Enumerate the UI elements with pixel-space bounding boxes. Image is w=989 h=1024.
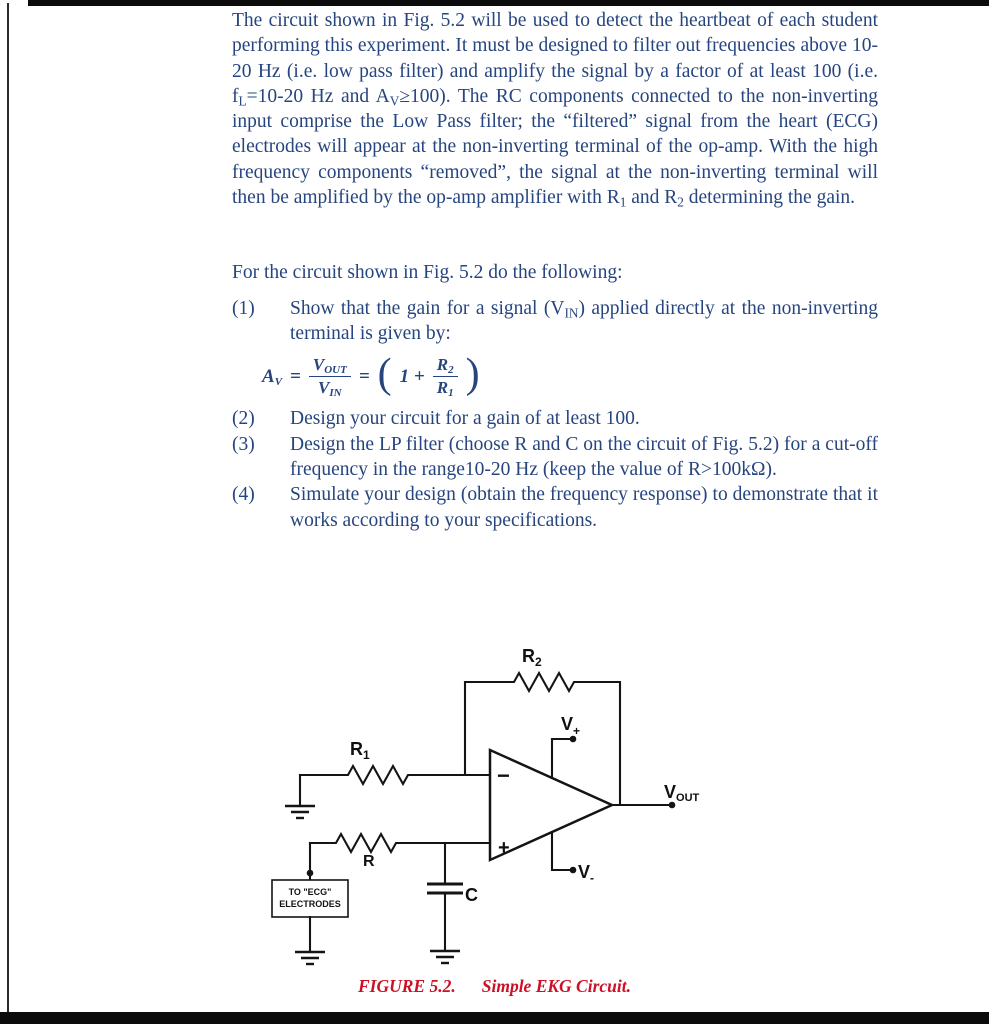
scan-top-edge [28, 0, 989, 6]
item-number: (2) [232, 408, 255, 430]
ground-symbol-left [285, 806, 315, 818]
figure-caption-title: Simple EKG Circuit. [481, 976, 631, 996]
vout-terminal-dot [669, 802, 676, 809]
scan-bottom-edge [0, 1012, 989, 1024]
item-number: (1) [232, 297, 255, 319]
ecg-box-label-line2: ELECTRODES [279, 899, 341, 909]
c-label: C [465, 885, 478, 905]
left-paren: ( [377, 351, 392, 398]
resistor-r-wire [310, 834, 490, 852]
one-plus-term: 1 + [399, 365, 425, 387]
v-minus-label: $V_-$ [578, 862, 595, 885]
formula-lhs: $A_V$ [262, 365, 283, 388]
ecg-box-label-line1: TO "ECG" [288, 887, 332, 897]
circuit-schematic [260, 635, 900, 975]
gain-formula [262, 351, 878, 399]
junction-dot [307, 870, 314, 877]
v-plus-wire [552, 739, 573, 778]
ground-symbol-electrodes [295, 952, 325, 964]
r2-label: $R_2$ [522, 646, 542, 669]
task-prompt: For the circuit shown in Fig. 5.2 do the following: [232, 262, 623, 284]
figure-caption [0, 976, 989, 997]
item-number: (4) [232, 484, 255, 506]
list-item-2 [232, 406, 878, 431]
ekg-circuit-figure [260, 635, 900, 975]
fraction-numerator: $R_2$ [433, 355, 458, 377]
item-number: (3) [232, 433, 255, 455]
inverting-input-minus-sign: − [497, 763, 510, 788]
figure-caption-number: FIGURE 5.2. [358, 976, 456, 996]
item-text: Show that the gain for a signal $(V_{IN})$ applied directly at the non-inverting terminal is given by: [290, 297, 878, 344]
scan-left-edge [7, 3, 9, 1013]
item-text: Simulate your design (obtain the frequency response) to demonstrate that it works according to your specifications. [290, 484, 878, 531]
document-text-column [232, 8, 878, 533]
resistor-r1-wire [300, 766, 490, 784]
r2-r1-fraction [433, 355, 458, 397]
right-paren: ) [465, 351, 480, 398]
non-inverting-input-plus-sign: + [498, 837, 510, 859]
r-label: R [363, 853, 375, 870]
r1-label: $R_1$ [350, 739, 370, 762]
vout-label: VOUT [664, 782, 700, 804]
fraction-denominator: $V_{IN}$ [318, 377, 342, 399]
list-item-3 [232, 432, 878, 483]
equals-sign: = [358, 365, 370, 387]
item-text: Design your circuit for a gain of at least 100. [290, 408, 640, 430]
fraction-denominator: $R_1$ [436, 377, 454, 399]
ground-symbol-capacitor [430, 951, 460, 963]
fraction-numerator: $V_{OUT}$ [309, 355, 351, 377]
v-plus-label: $V_+$ [561, 714, 581, 738]
v-minus-wire [552, 832, 573, 870]
equals-sign: = [290, 365, 301, 387]
intro-paragraph: The circuit shown in Fig. 5.2 will be used to detect the heartbeat of each student performing this experiment. It must be designed to filter out frequencies above 10-20 Hz (i.e. low pass filter) and amplify the signal by a factor of at least 100 (i.e. $f_L=10-20$ Hz and $A_V\ge 100$). The RC components connected to the non-inverting input comprise the Low Pass filter; the “filtered” signal from the heart (ECG) electrodes will appear at the non-inverting terminal of the op-amp. With the high frequency components “removed”, the signal at the non-inverting terminal will then be amplified by the op-amp amplifier with $R_1$ and $R_2$ determining the gain. [232, 10, 878, 210]
capacitor-c [427, 884, 463, 893]
list-item-1 [232, 296, 878, 347]
item-text: Design the LP filter (choose R and C on the circuit of Fig. 5.2) for a cut-off frequency in the range10-20 Hz (keep the value of R>100kΩ). [290, 433, 878, 480]
list-item-4 [232, 482, 878, 533]
v-minus-terminal-dot [570, 867, 577, 874]
vout-vin-fraction [309, 355, 351, 397]
